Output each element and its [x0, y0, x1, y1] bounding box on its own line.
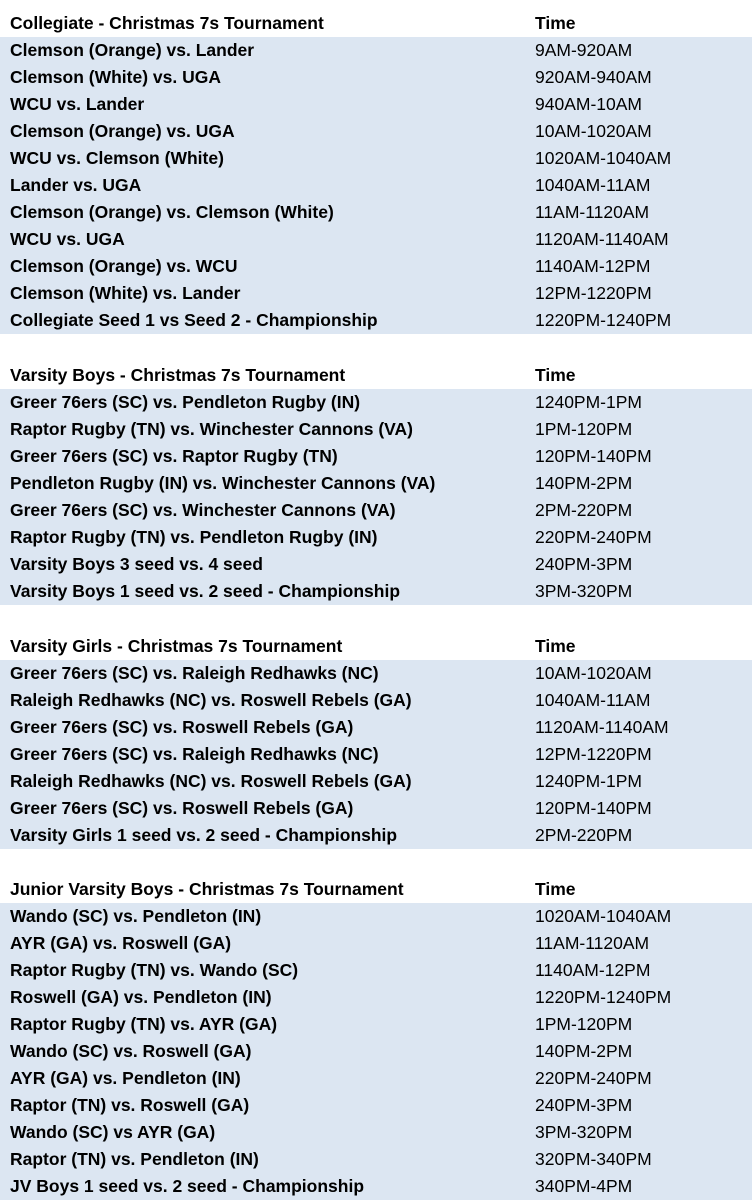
match-cell: Greer 76ers (SC) vs. Raleigh Redhawks (NC) [10, 663, 379, 683]
time-cell: 3PM-320PM [535, 1122, 633, 1142]
match-cell: Greer 76ers (SC) vs. Raleigh Redhawks (NC) [10, 744, 379, 764]
time-cell: 1220PM-1240PM [535, 987, 672, 1007]
table-row [0, 497, 752, 524]
section-header [0, 633, 752, 660]
match-cell: Raptor Rugby (TN) vs. Pendleton Rugby (IN) [10, 527, 378, 547]
time-column-header: Time [535, 879, 576, 899]
time-cell: 1020AM-1040AM [535, 906, 672, 926]
table-row [0, 172, 752, 199]
section-header [0, 876, 752, 903]
match-cell: Raptor Rugby (TN) vs. Winchester Cannons (VA) [10, 419, 414, 439]
table-row [0, 416, 752, 443]
match-cell: Greer 76ers (SC) vs. Pendleton Rugby (IN) [10, 392, 361, 412]
table-row [0, 903, 752, 930]
time-cell: 1120AM-1140AM [535, 229, 669, 249]
table-row [0, 768, 752, 795]
time-cell: 11AM-1120AM [535, 933, 650, 953]
match-cell: Raptor (TN) vs. Roswell (GA) [10, 1095, 250, 1115]
match-cell: Clemson (White) vs. Lander [10, 283, 241, 303]
table-row [0, 226, 752, 253]
table-row [0, 795, 752, 822]
time-cell: 240PM-3PM [535, 1095, 633, 1115]
table-row [0, 1011, 752, 1038]
table-row [0, 1146, 752, 1173]
time-cell: 140PM-2PM [535, 473, 633, 493]
match-cell: Pendleton Rugby (IN) vs. Winchester Cannons (VA) [10, 473, 436, 493]
time-cell: 1240PM-1PM [535, 771, 642, 791]
table-row [0, 470, 752, 497]
table-row [0, 1119, 752, 1146]
table-row [0, 64, 752, 91]
match-cell: Raleigh Redhawks (NC) vs. Roswell Rebels (GA) [10, 690, 412, 710]
table-row [0, 253, 752, 280]
time-cell: 1140AM-12PM [535, 256, 651, 276]
match-cell: Raptor Rugby (TN) vs. AYR (GA) [10, 1014, 278, 1034]
time-cell: 1020AM-1040AM [535, 148, 672, 168]
table-row [0, 307, 752, 334]
time-cell: 1PM-120PM [535, 1014, 633, 1034]
section-header [0, 362, 752, 389]
time-cell: 2PM-220PM [535, 825, 633, 845]
table-row [0, 145, 752, 172]
section-junior-varsity-boys [0, 876, 752, 1200]
time-cell: 940AM-10AM [535, 94, 642, 114]
table-row [0, 930, 752, 957]
time-cell: 12PM-1220PM [535, 283, 652, 303]
time-cell: 12PM-1220PM [535, 744, 652, 764]
match-cell: Greer 76ers (SC) vs. Roswell Rebels (GA) [10, 798, 354, 818]
time-column-header: Time [535, 13, 576, 33]
time-cell: 3PM-320PM [535, 581, 633, 601]
table-row [0, 984, 752, 1011]
match-cell: Clemson (Orange) vs. Clemson (White) [10, 202, 334, 222]
time-cell: 9AM-920AM [535, 40, 633, 60]
time-cell: 340PM-4PM [535, 1176, 633, 1196]
match-cell: Wando (SC) vs. Pendleton (IN) [10, 906, 262, 926]
match-cell: Greer 76ers (SC) vs. Roswell Rebels (GA) [10, 717, 354, 737]
time-cell: 1120AM-1140AM [535, 717, 669, 737]
table-row [0, 1092, 752, 1119]
match-cell: JV Boys 1 seed vs. 2 seed - Championship [10, 1176, 365, 1196]
table-row [0, 714, 752, 741]
table-row [0, 91, 752, 118]
match-cell: Raleigh Redhawks (NC) vs. Roswell Rebels (GA) [10, 771, 412, 791]
match-cell: Clemson (Orange) vs. UGA [10, 121, 235, 141]
match-cell: AYR (GA) vs. Pendleton (IN) [10, 1068, 241, 1088]
section-title: Varsity Boys - Christmas 7s Tournament [10, 365, 346, 385]
time-cell: 140PM-2PM [535, 1041, 633, 1061]
section-title: Varsity Girls - Christmas 7s Tournament [10, 636, 343, 656]
time-cell: 1220PM-1240PM [535, 310, 672, 330]
time-cell: 220PM-240PM [535, 527, 652, 547]
time-cell: 120PM-140PM [535, 446, 652, 466]
section-header [0, 10, 752, 37]
time-column-header: Time [535, 636, 576, 656]
table-row [0, 551, 752, 578]
match-cell: WCU vs. Lander [10, 94, 145, 114]
time-cell: 1240PM-1PM [535, 392, 642, 412]
table-row [0, 199, 752, 226]
time-cell: 1040AM-11AM [535, 175, 651, 195]
match-cell: Lander vs. UGA [10, 175, 142, 195]
table-row [0, 1065, 752, 1092]
match-cell: Wando (SC) vs. Roswell (GA) [10, 1041, 252, 1061]
time-cell: 11AM-1120AM [535, 202, 650, 222]
table-row [0, 443, 752, 470]
match-cell: Wando (SC) vs AYR (GA) [10, 1122, 216, 1142]
table-row [0, 578, 752, 605]
match-cell: Clemson (White) vs. UGA [10, 67, 221, 87]
time-cell: 1040AM-11AM [535, 690, 651, 710]
table-row [0, 118, 752, 145]
table-row [0, 741, 752, 768]
match-cell: Varsity Girls 1 seed vs. 2 seed - Championship [10, 825, 398, 845]
time-cell: 240PM-3PM [535, 554, 633, 574]
match-cell: Varsity Boys 1 seed vs. 2 seed - Championship [10, 581, 401, 601]
match-cell: Raptor Rugby (TN) vs. Wando (SC) [10, 960, 299, 980]
time-cell: 2PM-220PM [535, 500, 633, 520]
table-row [0, 524, 752, 551]
match-cell: Clemson (Orange) vs. Lander [10, 40, 255, 60]
match-cell: Raptor (TN) vs. Pendleton (IN) [10, 1149, 259, 1169]
table-row [0, 687, 752, 714]
section-collegiate [0, 10, 752, 334]
match-cell: Roswell (GA) vs. Pendleton (IN) [10, 987, 272, 1007]
time-cell: 1140AM-12PM [535, 960, 651, 980]
time-cell: 120PM-140PM [535, 798, 652, 818]
match-cell: Greer 76ers (SC) vs. Raptor Rugby (TN) [10, 446, 338, 466]
time-cell: 320PM-340PM [535, 1149, 652, 1169]
table-row [0, 957, 752, 984]
time-cell: 10AM-1020AM [535, 663, 652, 683]
match-cell: Greer 76ers (SC) vs. Winchester Cannons (VA) [10, 500, 396, 520]
table-row [0, 37, 752, 64]
table-row [0, 1038, 752, 1065]
table-row [0, 1173, 752, 1200]
table-row [0, 280, 752, 307]
time-column-header: Time [535, 365, 576, 385]
table-row [0, 389, 752, 416]
match-cell: Varsity Boys 3 seed vs. 4 seed [10, 554, 263, 574]
table-row [0, 822, 752, 849]
match-cell: Collegiate Seed 1 vs Seed 2 - Championship [10, 310, 378, 330]
section-title: Collegiate - Christmas 7s Tournament [10, 13, 324, 33]
time-cell: 920AM-940AM [535, 67, 652, 87]
section-title: Junior Varsity Boys - Christmas 7s Tournament [10, 879, 404, 899]
match-cell: WCU vs. UGA [10, 229, 125, 249]
section-varsity-boys [0, 362, 752, 605]
match-cell: Clemson (Orange) vs. WCU [10, 256, 238, 276]
match-cell: AYR (GA) vs. Roswell (GA) [10, 933, 232, 953]
table-row [0, 660, 752, 687]
time-cell: 10AM-1020AM [535, 121, 652, 141]
match-cell: WCU vs. Clemson (White) [10, 148, 224, 168]
time-cell: 220PM-240PM [535, 1068, 652, 1088]
time-cell: 1PM-120PM [535, 419, 633, 439]
section-varsity-girls [0, 633, 752, 849]
